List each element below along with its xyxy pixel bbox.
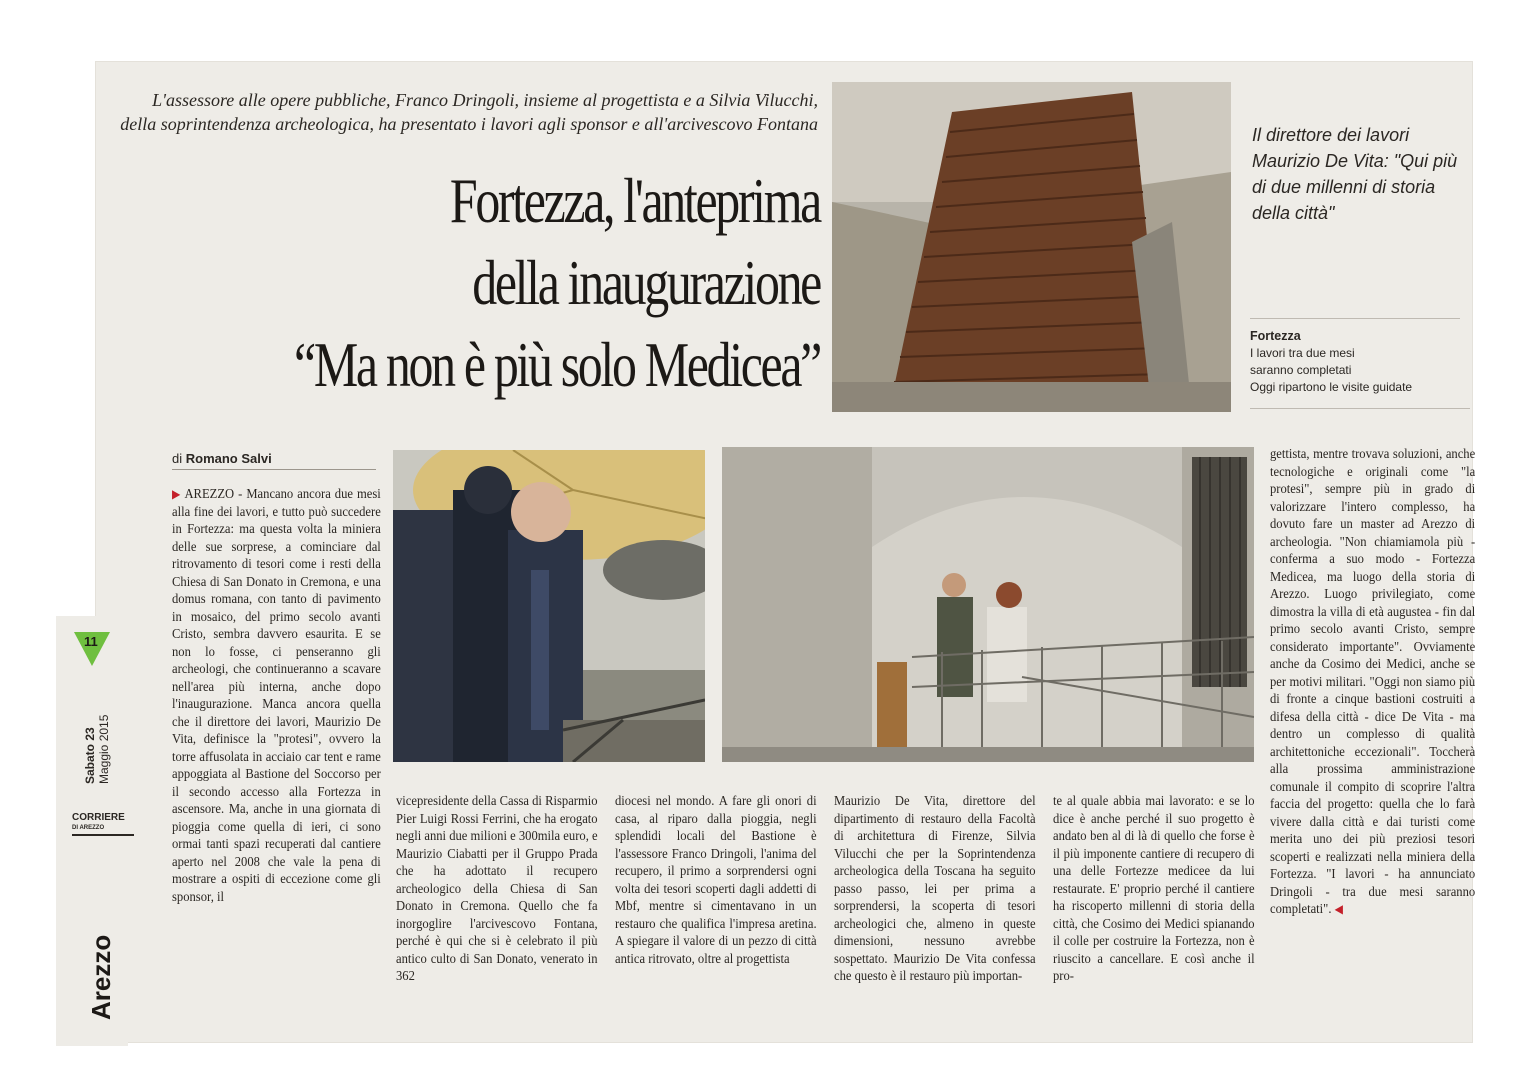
byline-author: Romano Salvi	[185, 451, 272, 466]
headline-line-1: Fortezza, l'anteprima	[449, 165, 820, 236]
column-text: te al quale abbia mai lavorato: e se lo dice è anche perché il suo progetto è andato ben al di là di quello che forse è il più imponente cantiere di recupero di una delle Fortezze medicee da lui restaurate. E' proprio perché il cantiere ha riscoperto millenni di storia della città, che Cosimo dei Medici spianando il colle per costruire la Fortezza, non è riuscito a cancellare. E così anche il pro-	[1053, 794, 1255, 984]
caption-line: Oggi ripartono le visite guidate	[1250, 380, 1413, 394]
newspaper-logo	[72, 812, 134, 836]
byline-prefix: di	[172, 451, 183, 466]
caption-line: I lavori tra due mesi	[1250, 346, 1355, 360]
end-marker-icon: ◀	[1334, 902, 1343, 916]
photo-interior-bastion	[722, 447, 1254, 762]
article-column-4	[834, 793, 1036, 986]
headline	[266, 160, 820, 406]
column-text: diocesi nel mondo. A fare gli onori di casa, al riparo dalla pioggia, negli splendidi locali del Bastione è l'assessore Franco Dringoli, l'anima del recupero, il primo a sorprendersi ogni volta dei tesori scoperti dagli addetti di Mbf, mentre si cimentavano in un restauro che qualifica l'impresa aretina. A spiegare il valore di un pezzo di città antica ritrovato, oltre al progettista	[615, 794, 817, 967]
article-column-3	[615, 793, 817, 968]
caption-rule	[1250, 318, 1460, 319]
headline-line-3: “Ma non è più solo Medicea”	[294, 329, 820, 400]
photo-umbrella-visit	[393, 450, 705, 762]
article-column-5	[1053, 793, 1255, 986]
issue-month-year: Maggio 2015	[97, 714, 111, 784]
article-column-1	[172, 486, 381, 906]
section-label: Arezzo	[86, 934, 116, 1020]
byline	[172, 451, 376, 470]
photo-caption	[1250, 328, 1460, 396]
deck: Il direttore dei lavori Maurizio De Vita: "Qui più di due millenni di storia della città"	[1252, 125, 1458, 223]
issue-date	[84, 664, 110, 784]
article-column-6	[1270, 446, 1475, 919]
article-column-2	[396, 793, 598, 986]
logo-bottom: DI AREZZO	[72, 825, 105, 831]
page-number: 11	[84, 634, 98, 649]
photo-fortress-tower	[832, 82, 1231, 412]
caption-line: saranno completati	[1250, 363, 1352, 377]
column-text: AREZZO - Mancano ancora due mesi alla fine dei lavori, e tutto può succedere in Fortezza: ma questa volta la miniera delle sue sorprese, a cominciare dal ritrovamento di tesori come i resti della Chiesa di San Donato in Cremona, e una domus romana, con tanto di pavimento in mosaico, del primo secolo avanti Cristo, sembra davvero esaurita. E se non lo fosse, ci penseranno gli archeologi, che continueranno a scavare nell'area più interna, anche dopo l'inaugurazione. Manca ancora quella che il direttore dei lavori, Maurizio De Vita, definisce la "protesi", ovvero la torre affusolata in acciaio car tent e rame appoggiata al Bastione del Soccorso per il secondo accesso alla Fortezza in ascensore. Ma, anche in una giornata di pioggia come quella di ieri, ci sono ormai tanti spazi recuperati dal cantiere aperto nel 2008 che vale la pena di mostrare a ospiti di eccezione come gli sponsor, il	[172, 487, 381, 905]
column-text: gettista, mentre trovava soluzioni, anche tecnologiche e originali come "la protesi", sempre più in grado di valorizzare l'intero complesso, ha dovuto fare un master ad Arezzo di archeologia. "Non chiamiamola più - conferma a suo modo - Fortezza Medicea, ma luogo della storia di Arezzo. Luogo privilegiato, come dimostra la villa di età augustea - fin dal primo secolo avanti Cristo, sempre considerato importante". Ovviamente anche da Cosimo dei Medici, anche se per motivi militari. "Oggi non siamo più di fronte a cinque bastioni costruiti a difesa della città - dice De Vita - ma dentro un complesso di qualità architettoniche eccezionali". Toccherà alla prossima amministrazione comunale il compito di scoprire l'altra faccia del progetto: quella che lo farà vivere dalla città e dai turisti come merita uno dei più preziosi tesori scoperti e realizzati nella miniera della Fortezza. "I lavori - ha annunciato Dringoli - tra due mesi saranno completati".	[1270, 447, 1476, 917]
caption-title: Fortezza	[1250, 329, 1301, 343]
column-text: vicepresidente della Cassa di Risparmio Pier Luigi Rossi Ferrini, che ha erogato negli anni due milioni e 300mila euro, e Maurizio Ciabatti per il Gruppo Prada che ha adottato il recupero archeologico della Chiesa di San Donato in Cremona. Quello che fa inorgoglire l'arcivescovo Fontana, perché è qui che si è celebrato il più antico culto di San Donato, venerato in 362	[396, 794, 598, 984]
column-text: Maurizio De Vita, direttore del dipartimento di restauro della Facoltà di architettura di Firenze, Silvia Vilucchi che per la Soprintendenza archeologica della Toscana ha seguito passo passo, lei per prima a sorprendersi, la scoperta di tesori archeologici che, almeno in queste dimensioni, nessuno avrebbe sospettato. Maurizio De Vita confessa che questo è il restauro più importan-	[834, 794, 1036, 984]
kicker: L'assessore alle opere pubbliche, Franco Dringoli, insieme al progettista e a Silvia Vilucchi, della soprintendenza archeologica, ha presentato i lavori agli sponsor e all'arcivescovo Fontana	[120, 90, 818, 134]
logo-top: CORRIERE	[72, 812, 125, 823]
issue-day: Sabato 23	[83, 727, 97, 784]
headline-line-2: della inaugurazione	[472, 247, 820, 318]
caption-rule	[1250, 408, 1470, 409]
lead-marker-icon: ▶	[172, 487, 182, 501]
